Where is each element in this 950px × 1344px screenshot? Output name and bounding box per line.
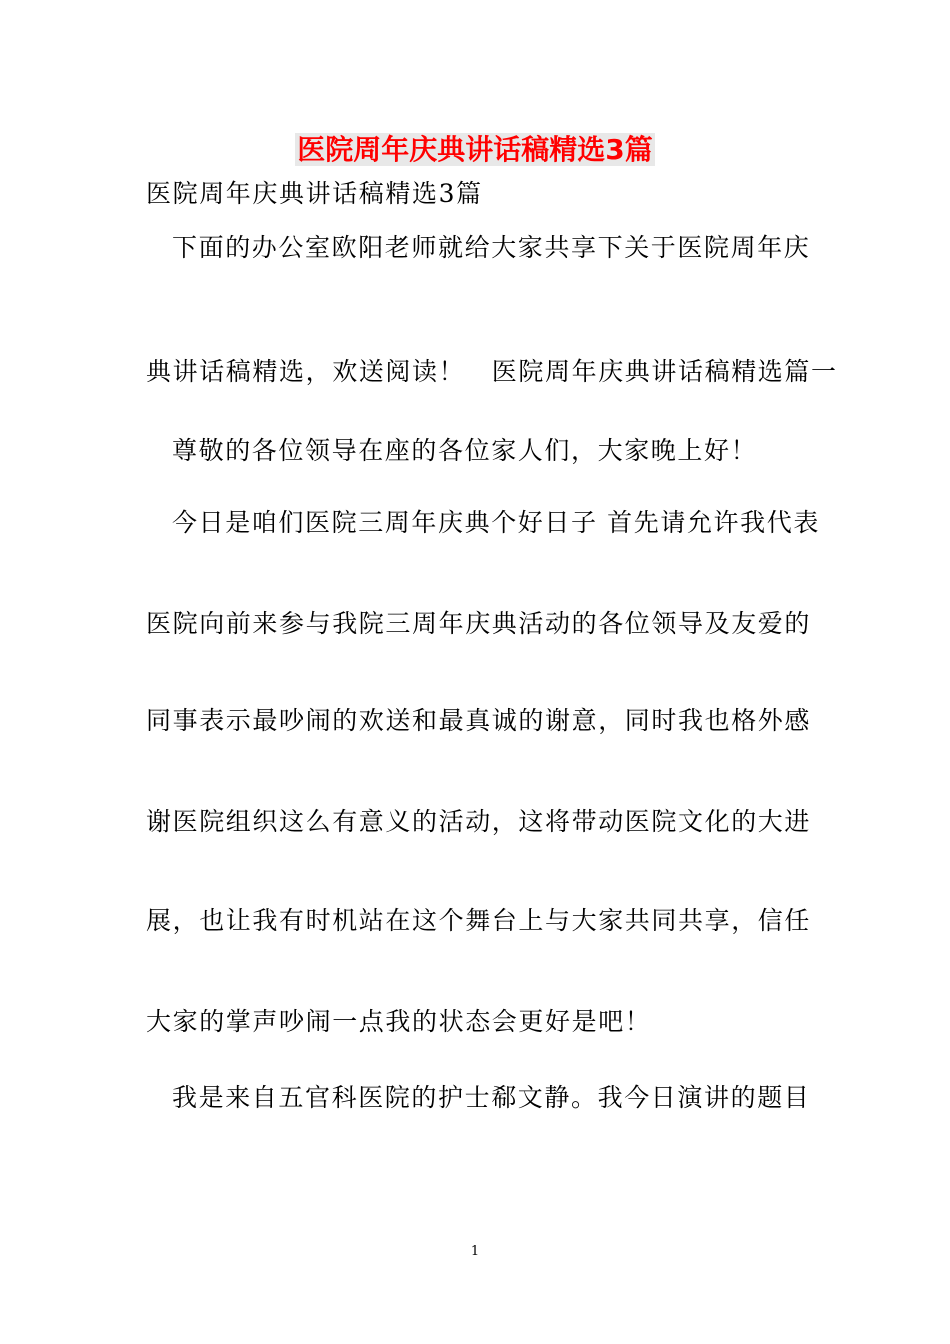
paragraph-line: 谢医院组织这么有意义的活动，这将带动医院文化的大进 bbox=[146, 807, 812, 836]
document-subtitle: 医院周年庆典讲话稿精选3篇 bbox=[146, 179, 483, 208]
paragraph-line: 展，也让我有时机站在这个舞台上与大家共同共享，信任 bbox=[146, 906, 812, 935]
document-title bbox=[0, 128, 950, 172]
paragraph-line: 下面的办公室欧阳老师就给大家共享下关于医院周年庆 bbox=[172, 233, 811, 262]
paragraph-line: 大家的掌声吵闹一点我的状态会更好是吧！ bbox=[146, 1007, 652, 1036]
paragraph-line: 同事表示最吵闹的欢送和最真诚的谢意，同时我也格外感 bbox=[146, 706, 812, 735]
paragraph-line: 医院向前来参与我院三周年庆典活动的各位领导及友爱的 bbox=[146, 609, 812, 638]
paragraph-line: 今日是咱们医院三周年庆典个好日子 首先请允许我代表 bbox=[172, 508, 820, 537]
paragraph-line: 我是来自五官科医院的护士郗文静。我今日演讲的题目 bbox=[172, 1083, 811, 1112]
paragraph-line: 典讲话稿精选，欢送阅读！ 医院周年庆典讲话稿精选篇一 bbox=[146, 357, 838, 386]
paragraph-line: 尊敬的各位领导在座的各位家人们，大家晚上好！ bbox=[172, 436, 758, 465]
page-number: 1 bbox=[470, 1244, 480, 1259]
document-title-text: 医院周年庆典讲话稿精选3篇 bbox=[297, 133, 653, 166]
